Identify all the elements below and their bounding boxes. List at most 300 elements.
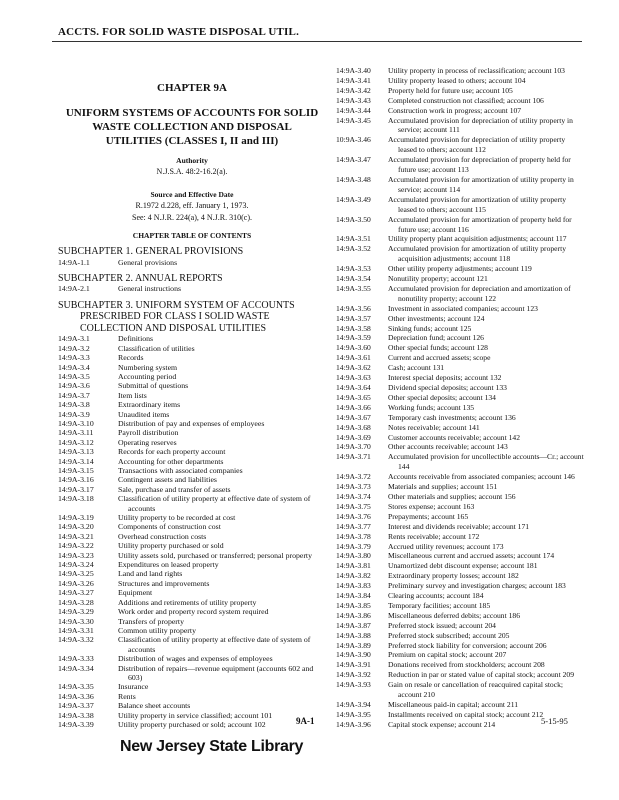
section-number: 14:9A-3.78 [336,531,371,541]
toc-entry [336,551,584,561]
section-title: Accumulated provision for amortization of utility property acquisition adjustments; account 118 [388,244,566,264]
section-number: 14:9A-3.5 [58,371,90,381]
section-title: Transfers of property [118,616,184,626]
section-title: Utility property plant acquisition adjustments; account 117 [388,234,567,244]
toc-entry [336,353,584,363]
section-number: 14:9A-3.60 [336,343,371,353]
section-title: Submittal of questions [118,381,189,391]
section-number: 14:9A-3.30 [58,616,94,626]
section-title: Accounting period [118,371,177,381]
section-number: 14:9A-3.92 [336,670,371,680]
section-number: 14:9A-3.90 [336,650,371,660]
section-title: Interest and dividends receivable; account 171 [388,521,530,531]
section-title: Completed construction not classified; account 106 [388,95,544,105]
authority-citation: N.J.S.A. 48:2-16.2(a). [156,167,228,176]
section-title: Classification of utilities [118,343,195,353]
section-number: 14:9A-3.69 [336,432,371,442]
section-number: 14:9A-3.42 [336,85,371,95]
section-number: 14:9A-3.63 [336,373,371,383]
section-number: 14:9A-3.8 [58,400,90,410]
toc-entry [336,502,584,512]
toc-entry [58,457,326,466]
section-title: Land and land rights [118,569,183,579]
subchapter-1-list [58,258,326,267]
source-line-2: See: 4 N.J.R. 224(a), 4 N.J.R. 310(c). [132,213,252,222]
subchapter-3-list [58,334,326,729]
section-title: Miscellaneous paid-in capital; account 211 [388,700,519,709]
toc-entry [336,116,584,136]
section-number: 14:9A-3.77 [336,521,371,531]
section-title: Installments received on capital stock; account 212 [388,709,544,719]
toc-entry [58,588,326,597]
section-number: 14:9A-3.49 [336,194,371,204]
toc-entry [58,400,326,409]
section-title: Distribution of wages and expenses of employees [118,654,273,664]
toc-entry [58,334,326,343]
toc-entry [58,363,326,372]
section-number: 14:9A-3.15 [58,466,94,475]
toc-entry [58,494,326,513]
toc-entry [336,522,584,532]
section-number: 14:9A-3.38 [58,710,94,720]
section-number: 14:9A-3.14 [58,456,94,466]
section-number: 14:9A-3.7 [58,390,90,400]
toc-entry [58,410,326,419]
toc-entry [58,598,326,607]
section-number: 14:9A-3.18 [58,494,94,504]
section-number: 14:9A-3.85 [336,600,371,610]
section-number: 14:9A-3.96 [336,719,371,729]
section-title: Unamortized debt discount expense; account 181 [388,561,538,571]
toc-entry [336,76,584,86]
toc-entry [336,274,584,284]
toc-entry [336,314,584,324]
toc-entry [58,541,326,550]
section-number: 14:9A-3.28 [58,597,94,607]
toc-entry [58,692,326,701]
toc-entry [336,66,584,76]
section-number: 14:9A-3.88 [336,630,371,640]
section-title: Rents [118,691,136,701]
toc-entry [336,244,584,264]
section-title: Miscellaneous deferred debits; account 186 [388,610,521,620]
section-title: Accumulated provision for depreciation of property held for future use; account 113 [388,155,571,175]
section-number: 14:9A-3.53 [336,264,371,274]
subchapter-2-list [58,284,326,293]
section-number: 14:9A-3.1 [58,334,90,344]
section-title: Accounts receivable from associated companies; account 146 [388,472,575,482]
right-column [336,66,584,730]
toc-entry [58,617,326,626]
toc-entry [336,135,584,155]
section-number: 14:9A-3.94 [336,700,371,709]
toc-entry [58,569,326,578]
section-title: Accumulated provision for uncollectible accounts—Cr.; account 144 [388,452,584,472]
chapter-label: CHAPTER 9A [157,82,227,94]
toc-entry [336,423,584,433]
header-rule [52,41,582,42]
section-title: Preliminary survey and investigation charges; account 183 [388,581,566,591]
section-number: 14:9A-3.95 [336,709,371,719]
section-number: 14:9A-3.25 [58,569,94,579]
section-number: 14:9A-3.17 [58,484,94,494]
section-number: 14:9A-3.31 [58,625,94,635]
section-title: Utility property in process of reclassification; account 103 [388,66,565,75]
section-title: Accumulated provision for amortization of property held for future use; account 116 [388,214,572,234]
left-column [58,60,326,729]
section-title: Accumulated provision for amortization of utility property leased to others; account 115 [388,194,566,214]
section-number: 14:9A-3.19 [58,513,94,523]
toc-entry [58,579,326,588]
section-title: Materials and supplies; account 151 [388,482,498,492]
toc-entry [58,391,326,400]
section-title: Transactions with associated companies [118,466,243,475]
section-number: 14:9A-3.74 [336,491,371,501]
section-title: Equipment [118,588,153,598]
section-number: 10:9A-3.46 [336,135,371,145]
section-number: 14:9A-3.43 [336,95,371,105]
section-title: Utility assets sold, purchased or transferred; personal property [118,550,313,560]
section-title: Preferred stock liability for conversion; account 206 [388,640,547,650]
section-title: Balance sheet accounts [118,701,191,711]
toc-entry [58,654,326,663]
toc-entry [336,343,584,353]
section-number: 14:9A-3.70 [336,442,371,452]
section-number: 14:9A-3.6 [58,381,90,391]
section-number: 14:9A-3.72 [336,472,371,482]
section-title: Other accounts receivable; account 143 [388,442,508,452]
section-title: Utility property purchased or sold; account 102 [118,719,266,729]
section-number: 14:9A-3.29 [58,607,94,617]
section-title: Preferred stock issued; account 204 [388,620,496,630]
toc-entry [336,660,584,670]
section-title: Records for each property account [118,447,226,457]
section-number: 14:9A-3.59 [336,333,371,343]
section-title: Investment in associated companies; account 123 [388,303,538,313]
toc-entry [58,344,326,353]
section-title: Accounting for other departments [118,456,224,466]
section-number: 14:9A-3.84 [336,591,371,601]
section-number: 14:9A-3.79 [336,541,371,551]
toc-entry [336,155,584,175]
section-title: Other special deposits; account 134 [388,392,496,402]
toc-entry [336,373,584,383]
toc-entry [58,475,326,484]
toc-entry [58,419,326,428]
toc-entry [336,641,584,651]
section-title: Utility property to be recorded at cost [118,513,236,523]
toc-entry [336,215,584,235]
section-title: Stores expense; account 163 [388,501,475,511]
section-number: 14:9A-3.2 [58,343,90,353]
toc-entry [58,466,326,475]
section-number: 14:9A-3.39 [58,719,94,729]
toc-entry [336,611,584,621]
toc-entry [336,363,584,373]
section-number: 14:9A-3.87 [336,620,371,630]
section-title: Working funds; account 135 [388,402,475,412]
section-number: 14:9A-3.26 [58,578,94,588]
library-stamp: New Jersey State Library [120,738,304,755]
section-number: 14:9A-1.1 [58,257,90,267]
section-number: 14:9A-3.10 [58,418,94,428]
section-title: Accumulated provision for depreciation and amortization of nonutility property; account 122 [388,283,571,303]
toc-entry [336,403,584,413]
toc-entry [336,264,584,274]
toc-entry [336,472,584,482]
section-number: 14:9A-3.16 [58,475,94,485]
section-title: Components of construction cost [118,522,221,532]
toc-entry [336,542,584,552]
section-title: Records [118,353,144,363]
section-title: General provisions [118,257,178,267]
section-number: 14:9A-3.13 [58,447,94,457]
toc-entry [336,631,584,641]
section-title: Overhead construction costs [118,531,207,541]
toc-entry [58,438,326,447]
section-title: Reduction in par or stated value of capital stock; account 209 [388,670,574,680]
toc-entry [336,532,584,542]
toc-entry [58,664,326,683]
section-title: Dividend special deposits; account 133 [388,383,507,392]
toc-entry [336,512,584,522]
section-title: Preferred stock subscribed; account 205 [388,630,510,640]
section-number: 14:9A-3.36 [58,691,94,701]
toc-entry [336,601,584,611]
section-number: 14:9A-3.83 [336,581,371,591]
section-number: 14:9A-3.24 [58,560,94,570]
page-number: 9A-1 [296,716,315,726]
subchapter-heading: SUBCHAPTER 2. ANNUAL REPORTS [58,272,223,284]
section-number: 14:9A-3.48 [336,174,371,184]
toc-entry [58,711,326,720]
section-title: Depreciation fund; account 126 [388,333,484,343]
section-number: 14:9A-3.75 [336,501,371,511]
section-title: Utility property in service classified; account 101 [118,710,273,720]
section-title: Rents receivable; account 172 [388,531,480,541]
section-title: Other investments; account 124 [388,313,485,323]
toc-entry [336,452,584,472]
section-number: 14:9A-3.45 [336,115,371,125]
section-number: 14:9A-3.76 [336,511,371,521]
authority-heading: Authority [176,156,208,165]
section-title: Utility property purchased or sold [118,541,224,551]
chapter-title: UNIFORM SYSTEMS OF ACCOUNTS FOR SOLID WASTE COLLECTION AND DISPOSAL UTILITIES (CLASSES I, II and III) [65,107,319,147]
section-number: 14:9A-3.57 [336,313,371,323]
section-title: Other materials and supplies; account 156 [388,491,516,501]
section-title: Payroll distribution [118,428,179,438]
toc-entry [58,551,326,560]
section-number: 14:9A-3.21 [58,531,94,541]
section-number: 14:9A-3.52 [336,244,371,254]
section-title: Property held for future use; account 105 [388,85,513,95]
toc-entry [336,571,584,581]
section-number: 14:9A-3.40 [336,66,371,75]
toc-entry [58,485,326,494]
toc-entry [336,195,584,215]
section-title: Operating reserves [118,437,177,447]
section-number: 14:9A-3.71 [336,452,371,462]
section-title: Accumulated provision for depreciation of utility property leased to others; account 112 [388,135,566,155]
running-head: ACCTS. FOR SOLID WASTE DISPOSAL UTIL. [58,26,300,38]
section-title: Accumulated provision for depreciation of utility property in service; account 111 [388,115,573,135]
section-title: Structures and improvements [118,578,210,588]
section-number: 14:9A-3.4 [58,362,90,372]
toc-entry [58,447,326,456]
section-number: 14:9A-3.54 [336,274,371,284]
section-title: Item lists [118,390,147,400]
section-title: Prepayments; account 165 [388,511,469,521]
section-number: 14:9A-3.23 [58,550,94,560]
toc-entry [58,258,326,267]
toc-entry [336,284,584,304]
section-title: Gain on resale or cancellation of reacquired capital stock; account 210 [388,680,563,700]
section-title: Temporary cash investments; account 136 [388,412,516,422]
section-number: 14:9A-3.62 [336,363,371,373]
section-number: 14:9A-3.67 [336,412,371,422]
section-number: 14:9A-3.47 [336,155,371,165]
section-number: 14:9A-3.34 [58,663,94,673]
toc-entry [336,304,584,314]
source-line-1: R.1972 d.228, eff. January 1, 1973. [135,201,249,210]
section-number: 14:9A-3.81 [336,561,371,571]
section-number: 14:9A-2.1 [58,284,90,294]
toc-entry [58,428,326,437]
toc-entry [336,413,584,423]
section-number: 14:9A-3.22 [58,541,94,551]
toc-entry [336,591,584,601]
section-number: 14:9A-3.9 [58,409,90,419]
toc-entry [336,680,584,700]
toc-entry [58,720,326,729]
section-title: Temporary facilities; account 185 [388,600,491,610]
section-title: Unaudited items [118,409,170,419]
section-title: General instructions [118,284,182,294]
section-title: Sale, purchase and transfer of assets [118,484,231,494]
toc-entry [336,700,584,710]
section-title: Common utility property [118,625,196,635]
toc-entry [336,383,584,393]
toc-entry [58,701,326,710]
section-title: Construction work in progress; account 107 [388,105,522,115]
section-title: Other special funds; account 128 [388,343,488,353]
toc-entry [336,670,584,680]
toc-entry [336,324,584,334]
toc-entry [58,513,326,522]
toc-entry [336,561,584,571]
section-number: 14:9A-3.65 [336,392,371,402]
section-title: Premium on capital stock; account 207 [388,650,507,660]
section-title: Numbering system [118,362,178,372]
section-title: Classification of utility property at effective date of system of accounts [118,494,311,513]
toc-entry [336,621,584,631]
section-number: 14:9A-3.3 [58,353,90,363]
section-number: 14:9A-3.80 [336,551,371,561]
section-title: Interest special deposits; account 132 [388,373,502,383]
section-number: 14:9A-3.73 [336,482,371,492]
subchapter-heading: SUBCHAPTER 1. GENERAL PROVISIONS [58,246,244,257]
section-title: Clearing accounts; account 184 [388,591,484,601]
section-number: 14:9A-3.20 [58,522,94,532]
section-title: Utility property leased to others; account 104 [388,75,526,85]
toc-entry [336,106,584,116]
section-title: Classification of utility property at effective date of system of accounts [118,635,311,654]
toc-heading: CHAPTER TABLE OF CONTENTS [132,231,252,240]
toc-entry [336,96,584,106]
subchapter-heading: SUBCHAPTER 3. UNIFORM SYSTEM OF ACCOUNTS PRESCRIBED FOR CLASS I SOLID WASTE COLLECTION AND DISPOSAL UTILITIES [58,299,295,334]
source-heading: Source and Effective Date [150,190,234,199]
section-number: 14:9A-3.93 [336,680,371,690]
section-number: 14:9A-3.12 [58,437,94,447]
section-number: 14:9A-3.35 [58,682,94,692]
toc-entry [336,234,584,244]
section-number: 14:9A-3.33 [58,654,94,664]
toc-entry [336,175,584,195]
toc-entry [58,532,326,541]
section-title: Insurance [118,682,149,692]
section-number: 14:9A-3.32 [58,635,94,645]
section-title: Extraordinary property losses; account 182 [388,571,519,581]
toc-entry [336,482,584,492]
section-number: 14:9A-3.91 [336,660,371,670]
toc-entry [58,372,326,381]
section-title: Donations received from stockholders; account 208 [388,660,545,670]
section-title: Work order and property record system required [118,607,269,617]
toc-entry [336,442,584,452]
section-title: Expenditures on leased property [118,560,219,570]
section-title: Miscellaneous current and accrued assets; account 174 [388,551,555,561]
toc-entry [58,607,326,616]
section-number: 14:9A-3.68 [336,422,371,432]
section-list [336,66,584,730]
toc-entry [58,284,326,293]
toc-entry [336,492,584,502]
section-number: 14:9A-3.51 [336,234,371,244]
section-title: Contingent assets and liabilities [118,475,217,485]
section-title: Distribution of pay and expenses of employees [118,418,265,428]
section-title: Capital stock expense; account 214 [388,719,496,729]
section-number: 14:9A-3.41 [336,75,371,85]
section-title: Definitions [118,334,154,344]
section-title: Extraordinary items [118,400,181,410]
section-number: 14:9A-3.27 [58,588,94,598]
toc-entry [58,522,326,531]
section-number: 14:9A-3.61 [336,353,371,363]
page-date: 5-15-95 [541,716,568,726]
section-title: Distribution of repairs—revenue equipment (accounts 602 and 603) [118,663,314,682]
section-number: 14:9A-3.86 [336,610,371,620]
toc-entry [58,626,326,635]
section-title: Nonutility property; account 121 [388,274,488,284]
section-title: Notes receivable; account 141 [388,422,480,432]
section-number: 14:9A-3.66 [336,402,371,412]
toc-entry [58,682,326,691]
toc-entry [336,650,584,660]
section-title: Cash; account 131 [388,363,445,373]
toc-entry [336,333,584,343]
toc-entry [336,433,584,443]
section-number: 14:9A-3.82 [336,571,371,581]
toc-entry [336,393,584,403]
section-title: Accumulated provision for amortization of utility property in service; account 114 [388,174,574,194]
section-number: 14:9A-3.64 [336,383,371,392]
toc-entry [336,581,584,591]
section-title: Sinking funds; account 125 [388,323,472,333]
toc-entry [58,635,326,654]
section-number: 14:9A-3.58 [336,323,371,333]
toc-entry [58,560,326,569]
section-number: 14:9A-3.11 [58,428,94,438]
